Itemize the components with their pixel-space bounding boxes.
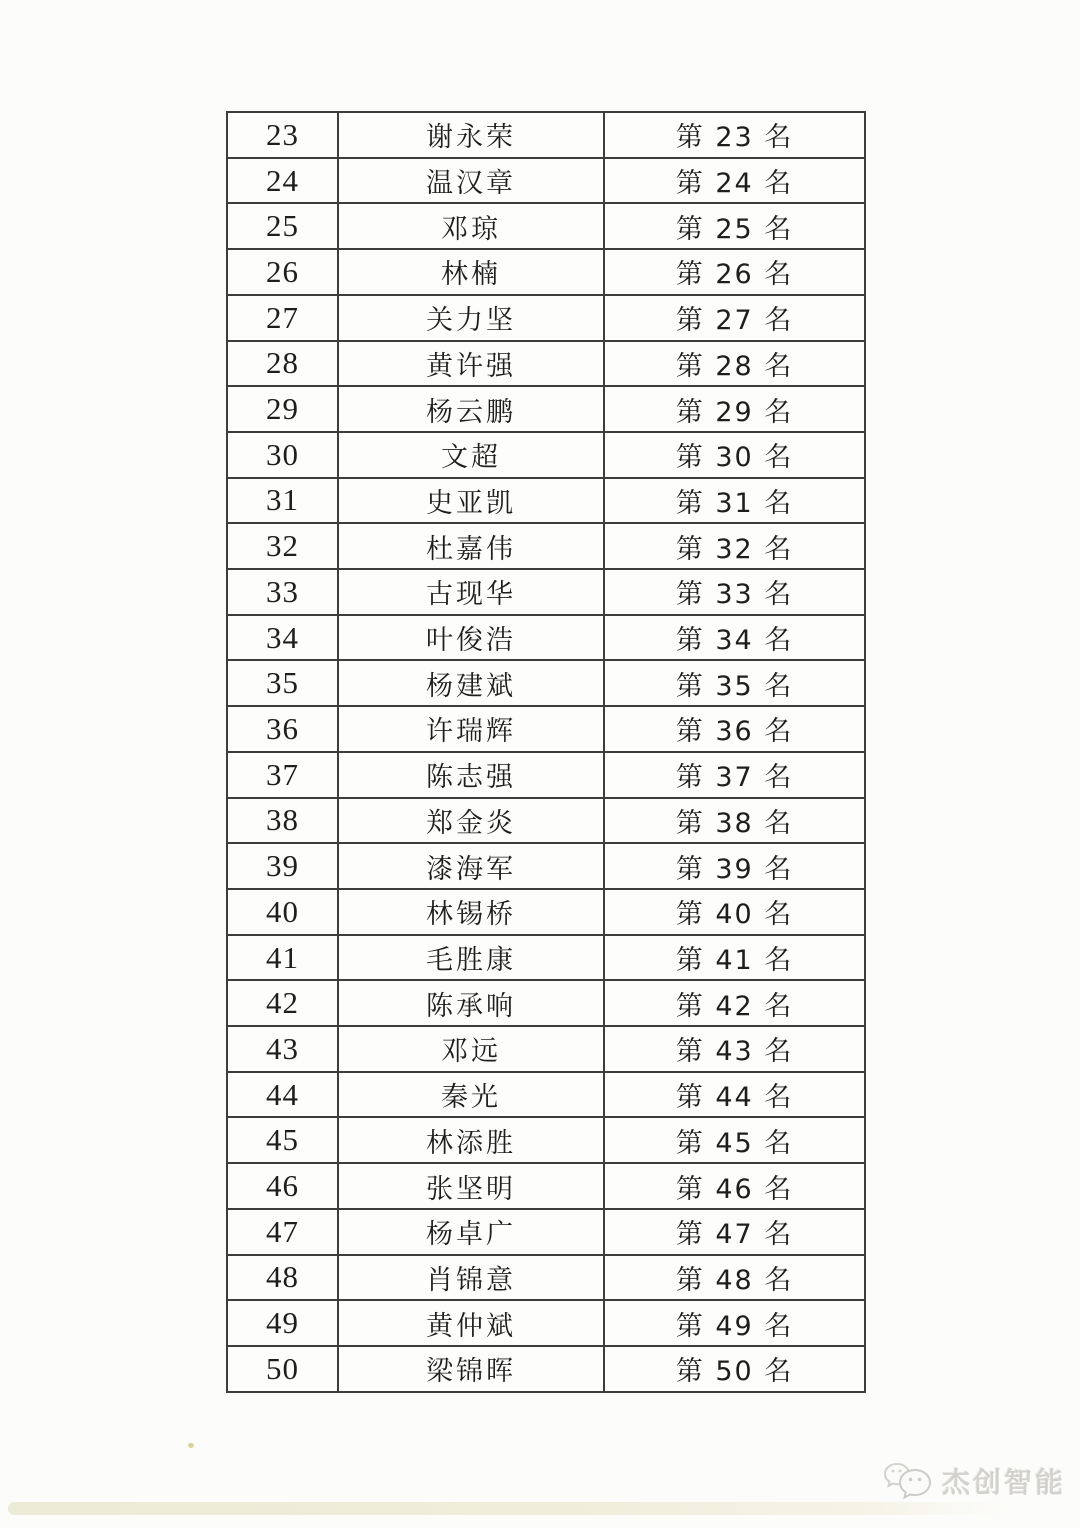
- cell-number: 39: [227, 843, 338, 889]
- cell-name: 谢永荣: [338, 112, 604, 158]
- table-row: [227, 1026, 865, 1072]
- table-row: [227, 660, 865, 706]
- cell-name: 林锡桥: [338, 889, 604, 935]
- cell-name: 邓琼: [338, 203, 604, 249]
- cell-rank: 第 41 名: [604, 935, 865, 981]
- table-row: [227, 1255, 865, 1301]
- table-row: [227, 158, 865, 204]
- cell-number: 47: [227, 1209, 338, 1255]
- cell-name: 黄仲斌: [338, 1300, 604, 1346]
- cell-rank: 第 26 名: [604, 249, 865, 295]
- table-row: [227, 1209, 865, 1255]
- table-row: [227, 1300, 865, 1346]
- table-row: [227, 432, 865, 478]
- table-row: [227, 249, 865, 295]
- table-row: [227, 203, 865, 249]
- table-row: [227, 386, 865, 432]
- cell-number: 32: [227, 523, 338, 569]
- cell-number: 23: [227, 112, 338, 158]
- cell-number: 50: [227, 1346, 338, 1392]
- cell-name: 叶俊浩: [338, 615, 604, 661]
- cell-rank: 第 46 名: [604, 1163, 865, 1209]
- cell-name: 史亚凯: [338, 478, 604, 524]
- cell-number: 33: [227, 569, 338, 615]
- cell-number: 49: [227, 1300, 338, 1346]
- chat-bubbles-icon: [882, 1458, 934, 1504]
- table-row: [227, 1346, 865, 1392]
- cell-number: 31: [227, 478, 338, 524]
- cell-rank: 第 33 名: [604, 569, 865, 615]
- cell-name: 温汉章: [338, 158, 604, 204]
- ranking-table: [226, 111, 866, 1393]
- cell-number: 26: [227, 249, 338, 295]
- table-row: [227, 112, 865, 158]
- cell-rank: 第 30 名: [604, 432, 865, 478]
- cell-rank: 第 49 名: [604, 1300, 865, 1346]
- table-row: [227, 523, 865, 569]
- cell-name: 肖锦意: [338, 1255, 604, 1301]
- cell-number: 46: [227, 1163, 338, 1209]
- cell-rank: 第 32 名: [604, 523, 865, 569]
- table-row: [227, 935, 865, 981]
- table-row: [227, 1072, 865, 1118]
- table-row: [227, 706, 865, 752]
- cell-rank: 第 28 名: [604, 341, 865, 387]
- cell-rank: 第 25 名: [604, 203, 865, 249]
- cell-name: 杨建斌: [338, 660, 604, 706]
- cell-rank: 第 36 名: [604, 706, 865, 752]
- table-row: [227, 980, 865, 1026]
- cell-number: 43: [227, 1026, 338, 1072]
- ranking-table-body: [227, 112, 865, 1392]
- cell-name: 许瑞辉: [338, 706, 604, 752]
- cell-name: 陈承响: [338, 980, 604, 1026]
- cell-name: 张坚明: [338, 1163, 604, 1209]
- cell-name: 黄许强: [338, 341, 604, 387]
- cell-rank: 第 40 名: [604, 889, 865, 935]
- cell-number: 27: [227, 295, 338, 341]
- cell-name: 邓远: [338, 1026, 604, 1072]
- scan-speck: [188, 1443, 194, 1448]
- cell-name: 林添胜: [338, 1117, 604, 1163]
- watermark-logo: [882, 1458, 1066, 1504]
- cell-number: 42: [227, 980, 338, 1026]
- table-row: [227, 615, 865, 661]
- watermark-text: 杰创智能: [941, 1466, 1066, 1499]
- cell-rank: 第 48 名: [604, 1255, 865, 1301]
- table-row: [227, 569, 865, 615]
- table-row: [227, 1117, 865, 1163]
- cell-name: 杜嘉伟: [338, 523, 604, 569]
- cell-rank: 第 37 名: [604, 752, 865, 798]
- cell-name: 郑金炎: [338, 798, 604, 844]
- cell-rank: 第 44 名: [604, 1072, 865, 1118]
- cell-number: 34: [227, 615, 338, 661]
- table-row: [227, 1163, 865, 1209]
- cell-rank: 第 24 名: [604, 158, 865, 204]
- cell-rank: 第 29 名: [604, 386, 865, 432]
- cell-rank: 第 42 名: [604, 980, 865, 1026]
- table-row: [227, 843, 865, 889]
- cell-rank: 第 50 名: [604, 1346, 865, 1392]
- cell-number: 35: [227, 660, 338, 706]
- cell-name: 文超: [338, 432, 604, 478]
- cell-number: 24: [227, 158, 338, 204]
- cell-rank: 第 39 名: [604, 843, 865, 889]
- cell-number: 36: [227, 706, 338, 752]
- cell-rank: 第 27 名: [604, 295, 865, 341]
- cell-rank: 第 47 名: [604, 1209, 865, 1255]
- cell-number: 45: [227, 1117, 338, 1163]
- cell-name: 陈志强: [338, 752, 604, 798]
- cell-name: 漆海军: [338, 843, 604, 889]
- cell-number: 38: [227, 798, 338, 844]
- cell-name: 毛胜康: [338, 935, 604, 981]
- cell-number: 25: [227, 203, 338, 249]
- table-row: [227, 752, 865, 798]
- cell-number: 44: [227, 1072, 338, 1118]
- cell-rank: 第 43 名: [604, 1026, 865, 1072]
- cell-name: 杨卓广: [338, 1209, 604, 1255]
- cell-rank: 第 38 名: [604, 798, 865, 844]
- cell-name: 林楠: [338, 249, 604, 295]
- cell-number: 37: [227, 752, 338, 798]
- cell-name: 古现华: [338, 569, 604, 615]
- paper-edge-band: [8, 1502, 1008, 1515]
- cell-name: 梁锦晖: [338, 1346, 604, 1392]
- cell-name: 杨云鹏: [338, 386, 604, 432]
- cell-name: 关力坚: [338, 295, 604, 341]
- cell-rank: 第 34 名: [604, 615, 865, 661]
- table-row: [227, 889, 865, 935]
- cell-rank: 第 31 名: [604, 478, 865, 524]
- table-row: [227, 341, 865, 387]
- table-row: [227, 295, 865, 341]
- cell-rank: 第 45 名: [604, 1117, 865, 1163]
- table-row: [227, 798, 865, 844]
- cell-name: 秦光: [338, 1072, 604, 1118]
- cell-rank: 第 23 名: [604, 112, 865, 158]
- cell-rank: 第 35 名: [604, 660, 865, 706]
- table-row: [227, 478, 865, 524]
- cell-number: 48: [227, 1255, 338, 1301]
- cell-number: 28: [227, 341, 338, 387]
- cell-number: 40: [227, 889, 338, 935]
- cell-number: 29: [227, 386, 338, 432]
- cell-number: 41: [227, 935, 338, 981]
- cell-number: 30: [227, 432, 338, 478]
